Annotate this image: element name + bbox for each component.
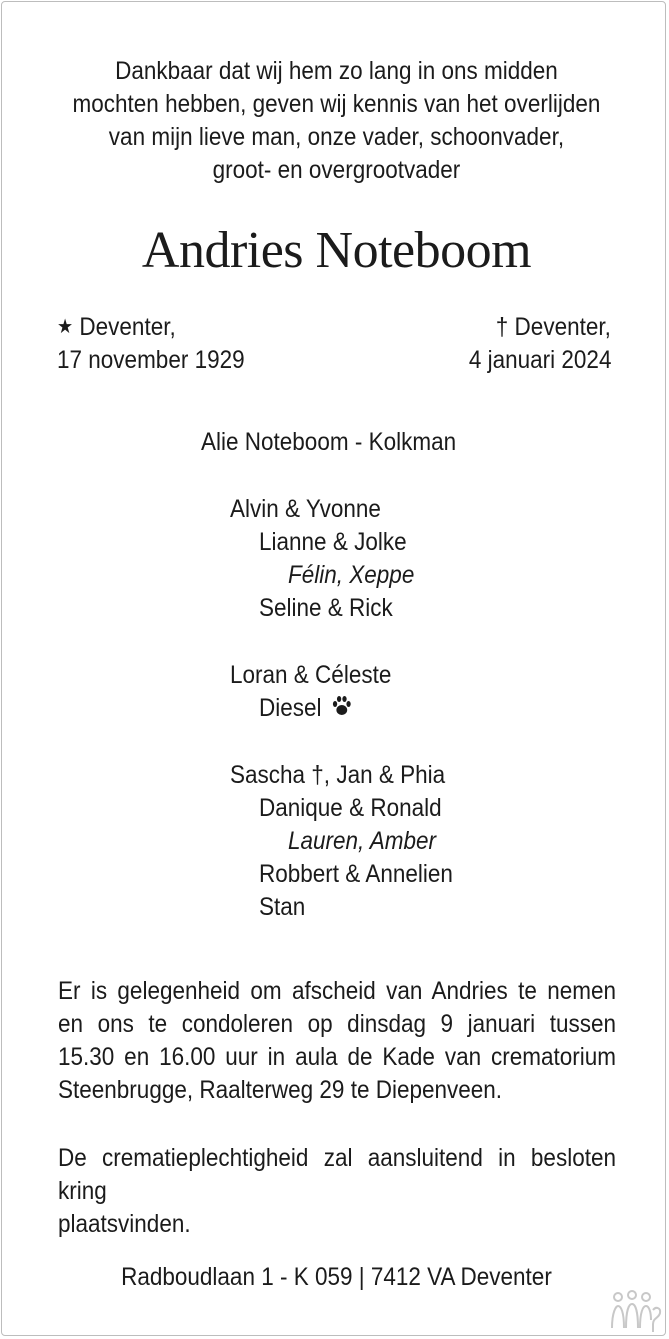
intro-line: Dankbaar dat wij hem zo lang in ons midden (115, 57, 558, 85)
publisher-logo (606, 1288, 666, 1334)
family-child: Stan (259, 893, 306, 921)
family-child: Lianne & Jolke (259, 528, 407, 556)
farewell-paragraph (58, 975, 616, 1107)
paw-icon (331, 693, 353, 726)
intro-line: mochten hebben, geven wij kennis van het overlijden (72, 90, 601, 118)
family-child: Seline & Rick (259, 594, 393, 622)
farewell-line: Steenbrugge, Raalterweg 29 te Diepenveen. (58, 1076, 503, 1104)
birth-info (57, 311, 176, 344)
address: Radboudlaan 1 - K 059 | 7412 VA Deventer (121, 1263, 552, 1291)
birth-date: 17 november 1929 (57, 346, 245, 374)
birth-place: Deventer, (79, 313, 176, 341)
family-child: Robbert & Annelien (259, 860, 453, 888)
cremation-paragraph (58, 1142, 616, 1241)
family-child: Danique & Ronald (259, 794, 442, 822)
intro-line: van mijn lieve man, onze vader, schoonvader, (108, 123, 565, 151)
death-notice-card (1, 1, 666, 1336)
family-parents: Loran & Céleste (230, 661, 392, 689)
family-grandchildren: Félin, Xeppe (288, 561, 415, 589)
cremation-line: De crematieplechtigheid zal aansluitend in besloten kring (58, 1144, 616, 1205)
deceased-name: Andries Noteboom (141, 222, 532, 279)
family-parents: Sascha †, Jan & Phia (230, 761, 446, 789)
intro-text (35, 55, 637, 187)
farewell-line: Er is gelegenheid om afscheid van Andries te nemen (58, 977, 616, 1005)
intro-line: groot- en overgrootvader (212, 156, 461, 184)
farewell-line: en ons te condoleren op dinsdag 9 januari tussen (58, 1010, 616, 1038)
family-parents: Alvin & Yvonne (230, 495, 381, 523)
death-date: 4 januari 2024 (468, 346, 611, 374)
pet-name: Diesel (259, 694, 322, 722)
family-grandchildren: Lauren, Amber (288, 827, 437, 855)
cremation-line: plaatsvinden. (58, 1210, 191, 1238)
death-place: † Deventer, (495, 313, 611, 341)
spouse-name: Alie Noteboom - Kolkman (201, 428, 457, 456)
family-pet (259, 692, 353, 726)
farewell-line: 15.30 en 16.00 uur in aula de Kade van crematorium (58, 1043, 616, 1071)
star-icon: ★ (57, 316, 74, 338)
